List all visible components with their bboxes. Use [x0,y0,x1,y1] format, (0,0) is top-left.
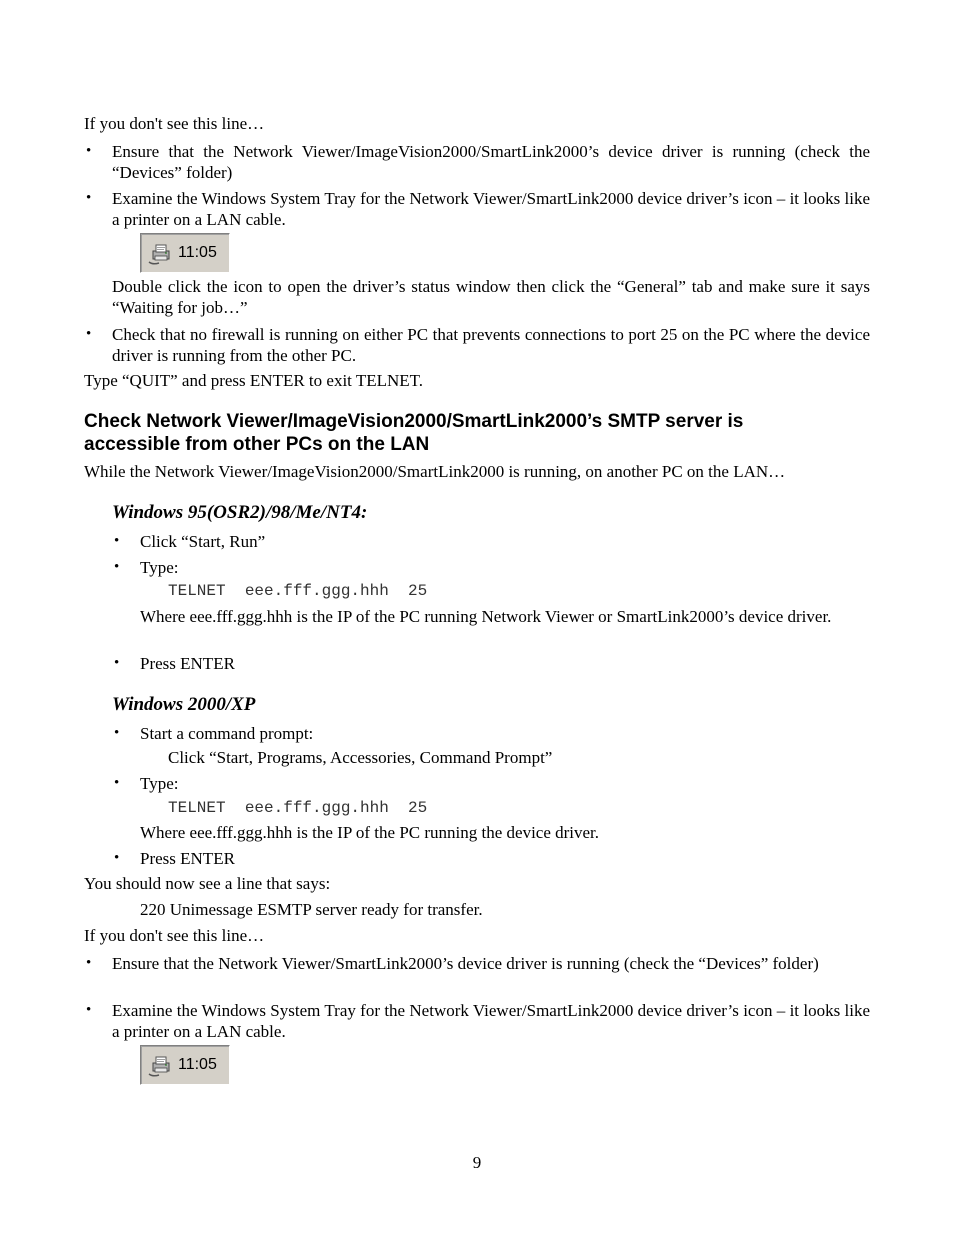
list-item: Examine the Windows System Tray for the Network Viewer/SmartLink2000 device driver’s icon – it looks like a printer on a LAN cable. [112,189,870,229]
paragraph: You should now see a line that says: [84,874,331,893]
intro-text: If you don't see this line… [84,114,265,133]
command-text: TELNET eee.fff.ggg.hhh 25 [168,582,428,600]
bullet-marker: • [114,775,120,791]
paragraph: If you don't see this line… [84,926,265,945]
bullet-marker: • [114,559,120,575]
command-text: TELNET eee.fff.ggg.hhh 25 [168,799,428,817]
list-item: Click “Start, Run” [140,532,266,551]
bullet-marker: • [86,326,92,342]
bullet-marker: • [86,143,92,159]
bullet-marker: • [114,533,120,549]
list-item: Ensure that the Network Viewer/ImageVision2000/SmartLink2000’s device driver is running (check the “Devices” folder) [112,142,870,182]
list-item: Check that no firewall is running on either PC that prevents connections to port 25 on the PC where the device driver is running from the other PC. [112,325,870,365]
bullet-marker: • [114,725,120,741]
printer-lan-icon [147,1054,173,1078]
list-item-note: Where eee.fff.ggg.hhh is the IP of the PC running the device driver. [140,823,600,842]
list-item: Examine the Windows System Tray for the Network Viewer/SmartLink2000 device driver’s icon – it looks like a printer on a LAN cable. [112,1001,870,1041]
list-item: Ensure that the Network Viewer/SmartLink2000’s device driver is running (check the “Devices” folder) [112,954,819,973]
subsection-title: Windows 2000/XP [112,694,256,715]
printer-lan-icon [147,242,173,266]
bullet-marker: • [114,655,120,671]
server-response-line: 220 Unimessage ESMTP server ready for transfer. [140,900,483,919]
list-item: Start a command prompt: [140,724,314,743]
section-intro: While the Network Viewer/ImageVision2000/SmartLink2000 is running, on another PC on the LAN… [84,462,786,481]
list-item: Press ENTER [140,654,235,673]
page-number: 9 [472,1153,482,1172]
section-heading [84,410,743,456]
bullet-marker: • [86,190,92,206]
bullet-marker: • [86,955,92,971]
list-item: Press ENTER [140,849,235,868]
subsection-title: Windows 95(OSR2)/98/Me/NT4: [112,502,368,523]
list-item-note: Where eee.fff.ggg.hhh is the IP of the PC running Network Viewer or SmartLink2000’s device driver. [140,607,832,626]
list-item: Type: [140,558,179,577]
section-heading-line: Check Network Viewer/ImageVision2000/SmartLink2000’s SMTP server is [84,411,744,432]
bullet-marker: • [86,1002,92,1018]
quit-instruction: Type “QUIT” and press ENTER to exit TELNET. [84,371,424,390]
tray-clock: 11:05 [178,244,217,261]
tray-clock: 11:05 [178,1056,217,1073]
system-tray-image [140,1045,230,1085]
system-tray-image [140,233,230,273]
list-item-note: Click “Start, Programs, Accessories, Command Prompt” [168,748,553,767]
list-item: Type: [140,774,179,793]
bullet-marker: • [114,850,120,866]
section-heading-line: accessible from other PCs on the LAN [84,434,430,455]
list-item-note: Double click the icon to open the driver’s status window then click the “General” tab and make sure it says “Waiting for job…” [112,277,870,317]
